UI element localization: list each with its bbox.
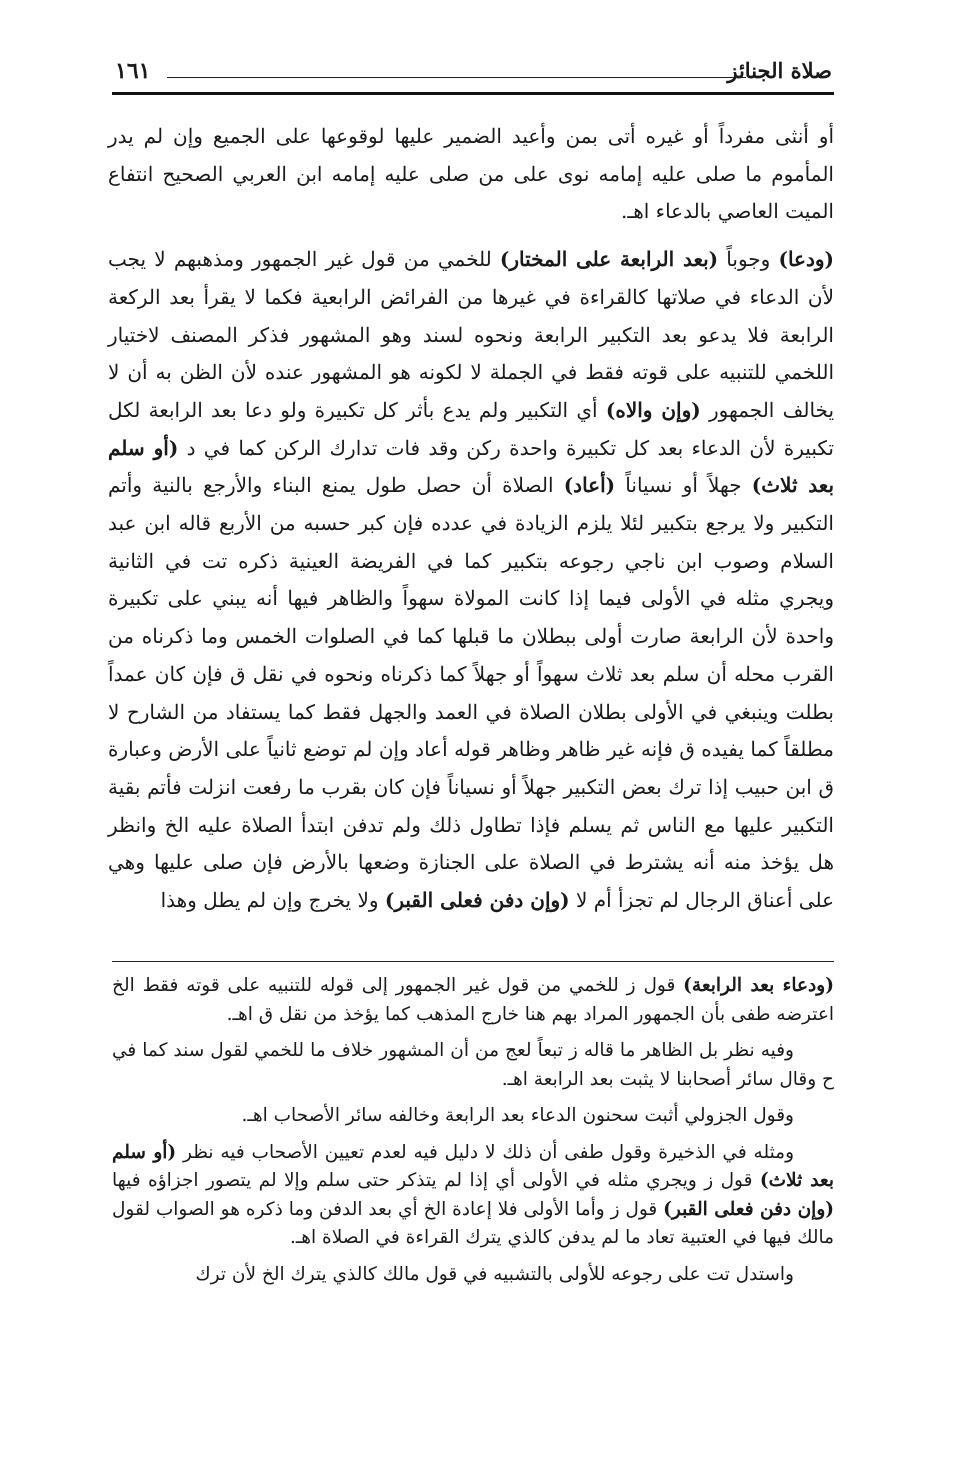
bold-term: (أو سلم بعد ثلاث) <box>108 435 835 498</box>
note-5: واستدل تت على رجوعه للأولى بالتشبيه في قول مالك كالذي يترك الخ لأن ترك <box>195 1263 794 1285</box>
bold-term: (وإن دفن فعلى القبر) <box>384 888 570 913</box>
bold-term: (ودعاء بعد الرابعة) <box>683 975 834 996</box>
text-run: ولا يخرج وإن لم يطل وهذا <box>160 888 385 913</box>
footnotes <box>112 972 834 1297</box>
page-number: ١٦١ <box>115 58 151 84</box>
paragraph-1: أو أنثى مفرداً أو غيره أتى بمن وأعيد الضمير عليها لوقوعها على الجميع وإن لم يدر المأموم ما صلى عليه إمامه نوى على من صلى عليه إمامه ابن العربي الصحيح انتفاع الميت العاصي بالدعاء اهـ. <box>108 124 834 224</box>
text-run: قول ز ويجري مثله في الأولى أي إذا لم يتذكر حتى سلم وإلا لم يتصور اجزاؤه فيها <box>112 1170 760 1191</box>
chapter-title: صلاة الجنائز <box>727 58 832 83</box>
main-text <box>108 118 834 920</box>
text-run: قول ز للخمي من قول غير الجمهور إلى قوله للتنبيه على قوته فقط الخ اعترضه طفى بأن الجمهور المراد بهم هنا خارج المذهب كما يؤخذ من نقل ق اهـ. <box>112 975 834 1025</box>
bold-term: (ودعا) <box>778 247 835 272</box>
text-run: وجوباً <box>718 247 779 272</box>
header-divider <box>112 92 834 95</box>
note-3: وقول الجزولي أثبت سحنون الدعاء بعد الرابعة وخالفه سائر الأصحاب اهـ. <box>241 1105 794 1126</box>
paragraph-2 <box>108 241 834 920</box>
bold-term: (أو سلم بعد ثلاث) <box>112 1141 834 1191</box>
bold-term: (وإن دفن فعلى القبر) <box>663 1198 834 1220</box>
bold-term: (وإن والاه) <box>605 397 701 422</box>
running-header <box>115 56 832 86</box>
note-4 <box>112 1139 834 1253</box>
header-line <box>167 77 746 78</box>
text-run: قول ز وأما الأولى فلا إعادة الخ أي بعد الدفن وما ذكره هو الصواب لقول مالك فيها في العتبية تعاد ما لم يدفن كالذي يترك القراءة في الصلاة اهـ. <box>111 1198 834 1248</box>
note-2: وفيه نظر بل الظاهر ما قاله ز تبعاً لعج من أن المشهور خلاف ما للخمي لقول سند كما في ح وقال سائر أصحابنا لا يثبت بعد الرابعة اهـ. <box>112 1040 834 1090</box>
text-run: للخمي من قول غير الجمهور ومذهبهم لا يجب لأن الدعاء في صلاتها كالقراءة في غيرها من الفرائض الرابعية فكما لا يقرأ بعد الركعة الرابعة فلا يدعو بعد التكبير الرابعة ونحوه لسند وهو المشهور فذكر المصنف لاختيار اللخمي للتنبيه على قوته فقط في الجملة لا لكونه هو المشهور عنده لأن الظن به أن لا يخالف الجمهور <box>108 247 835 422</box>
bold-term: (بعد الرابعة على المختار) <box>499 247 719 272</box>
bold-term: (أعاد) <box>563 473 616 498</box>
text-run: ومثله في الذخيرة وقول طفى أن ذلك لا دليل فيه لعدم تعيين الأصحاب فيه نظر <box>176 1141 794 1163</box>
text-run: جهلاً أو نسياناً <box>615 473 752 498</box>
text-run: أي التكبير ولم يدع بأثر كل تكبيرة ولو دعا بعد الرابعة لكل تكبيرة لأن الدعاء بعد كل تكبيرة واحدة ركن وقد فات تدارك الركن كما في د <box>108 397 834 460</box>
footnote-divider <box>112 961 834 962</box>
note-1 <box>112 972 834 1029</box>
text-run: الصلاة أن حصل طول يمنع البناء والأرجع بالنية وأتم التكبير ولا يرجع بتكبير لئلا يلزم الزيادة في عدده فإن كبر حسبه من الأربع قاله ابن عبد السلام وصوب ابن ناجي رجوعه بتكبير كما في الفريضة العينية ذكره تت في الثانية ويجري مثله في الأولى فيما إذا كانت المولاة سهواً والظاهر فيها أنه يبني على تكبيرة واحدة لأن الرابعة صارت أولى ببطلان ما قبلها كما في الصلوات الخمس وما ذكرناه من القرب محله أن سلم بعد ثلاث سهواً أو جهلاً كما ذكرناه ونحوه في نقل ق فإن كان عمداً بطلت وينبغي في الأولى بطلان الصلاة في العمد والجهل فقط كما يستفاد من الشارح لا مطلقاً كما يفيده ق فإنه غير ظاهر وظاهر قوله أعاد وإن لم توضع ثانياً على الأرض وعبارة ق ابن حبيب إذا ترك بعض التكبير جهلاً أو نسياناً فإن كان بقرب ما رفعت انزلت فأتم بقية التكبير عليها مع الناس ثم يسلم فإذا تطاول ذلك ولم تدفن ابتدأ الصلاة عليه الخ وانظر هل يؤخذ منه أنه يشترط في الصلاة على الجنازة وضعها بالأرض فإن صلى عليها وهي على أعناق الرجال لم تجزأ أم لا <box>108 473 834 913</box>
